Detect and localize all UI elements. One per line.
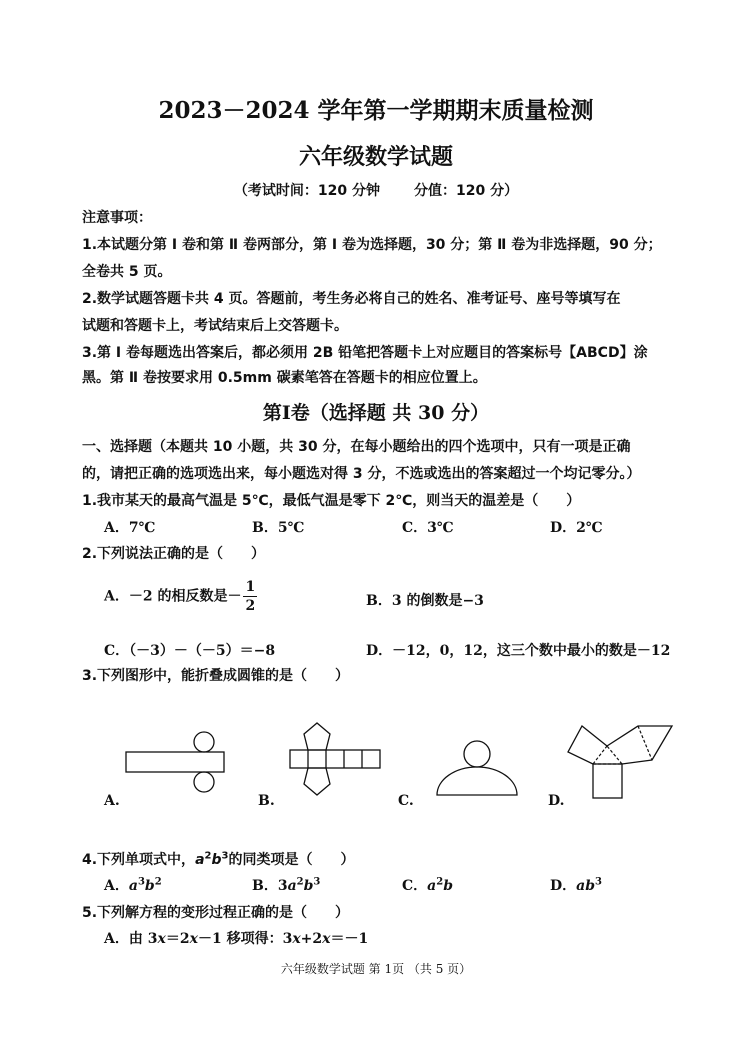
fraction-numerator: 1 [245, 579, 256, 595]
exp: 3 [595, 876, 602, 888]
question-5-stem: 5.下列解方程的变形过程正确的是（ ） [82, 905, 350, 921]
var: b [303, 878, 314, 894]
notice-heading: 注意事项： [82, 210, 152, 226]
q1-option-d: D．2℃ [550, 520, 603, 536]
exp: 2 [154, 876, 162, 888]
exam-title: 2023－2024 学年第一学期期末质量检测 [158, 97, 594, 124]
var: b [585, 878, 596, 894]
exam-subtitle: 六年级数学试题 [298, 144, 453, 170]
q3-option-c: C. [398, 793, 414, 809]
q4-option-b [252, 875, 320, 895]
figure-d-prism-net [560, 720, 680, 805]
question-4-stem [82, 849, 354, 869]
exp: 3 [221, 850, 229, 862]
option-label: D． [550, 878, 577, 894]
option-label: B．3 [252, 878, 288, 894]
var: a [576, 878, 586, 894]
var: x [322, 931, 331, 947]
q2-option-b: B．3 的倒数是−3 [366, 593, 484, 609]
q3-option-a: A. [104, 793, 120, 809]
notice-line: 1.本试题分第 Ⅰ 卷和第 Ⅱ 卷两部分，第 Ⅰ 卷为选择题，30 分；第 Ⅱ 卷为非选择题，90 分； [82, 237, 662, 253]
var: x [157, 931, 166, 947]
fraction [243, 578, 257, 615]
exam-info [0, 180, 752, 200]
section-intro: 的，请把正确的选项选出来，每小题选对得 3 分，不选或选出的答案超过一个均记零分。） [82, 466, 641, 482]
text: ＝2 [165, 931, 190, 947]
q1-option-c: C．3℃ [402, 520, 454, 536]
question-3-stem: 3.下列图形中，能折叠成圆锥的是（ ） [82, 668, 350, 684]
notice-line: 黑。第 Ⅱ 卷按要求用 0.5mm 碳素笔答在答题卡的相应位置上。 [82, 370, 487, 386]
q1-option-b: B．5℃ [252, 520, 305, 536]
figure-a-cylinder-net [120, 730, 230, 800]
section-title: 第Ⅰ卷（选择题 共 30 分） [262, 402, 490, 424]
var: x [292, 931, 301, 947]
figure-b-prism-net [285, 720, 385, 800]
q2-option-a [104, 578, 257, 615]
var: x [189, 931, 198, 947]
q4-stem-post: 的同类项是（ ） [228, 852, 355, 868]
question-2-stem: 2.下列说法正确的是（ ） [82, 546, 266, 562]
q4-stem-pre: 4.下列单项式中， [82, 852, 196, 868]
text: +2 [300, 931, 323, 947]
notice-line: 全卷共 5 页。 [82, 264, 172, 280]
var: b [211, 852, 222, 868]
section-intro: 一、选择题（本题共 10 小题，共 30 分，在每小题给出的四个选项中，只有一项是正确 [82, 439, 631, 455]
text: －1 移项得：3 [197, 931, 293, 947]
var: a [128, 878, 138, 894]
option-label: A． [104, 878, 129, 894]
fraction-denominator: 2 [245, 598, 256, 614]
var: b [443, 878, 453, 894]
exp: 2 [296, 876, 304, 888]
q5-option-a [104, 928, 368, 948]
exam-score: 分值：120 分） [414, 183, 519, 199]
q4-option-d [550, 875, 602, 895]
exp: 2 [436, 876, 444, 888]
q1-option-a: A．7℃ [104, 520, 156, 536]
var: a [287, 878, 297, 894]
var: a [427, 878, 437, 894]
q2-option-d: D．－12，0，12，这三个数中最小的数是－12 [366, 643, 671, 659]
question-1-stem: 1.我市某天的最高气温是 5℃，最低气温是零下 2℃，则当天的温差是（ ） [82, 493, 581, 509]
var: b [144, 878, 155, 894]
exp: 3 [313, 876, 321, 888]
exp: 2 [204, 850, 212, 862]
option-label: C． [402, 878, 428, 894]
page-footer: 六年级数学试题 第 1页 （共 5 页） [280, 962, 472, 976]
q3-option-d: D. [548, 793, 565, 809]
var: a [195, 852, 205, 868]
text: ＝－1 [330, 931, 369, 947]
text: A．由 3 [104, 931, 158, 947]
notice-line: 3.第 Ⅰ 卷每题选出答案后，都必须用 2B 铅笔把答题卡上对应题目的答案标号【ABCD】涂 [82, 345, 648, 361]
q4-option-a [104, 875, 162, 895]
q4-option-c [402, 875, 453, 895]
notice-line: 2.数学试题答题卡共 4 页。答题前，考生务必将自己的姓名、准考证号、座号等填写在 [82, 291, 621, 307]
q2-option-a-text: A．－2 的相反数是－ [104, 588, 242, 605]
q2-option-c: C．（－3）－（－5）＝−8 [104, 643, 276, 659]
figure-c-cone-net [432, 738, 522, 800]
exam-time: （考试时间：120 分钟 [233, 183, 380, 199]
notice-line: 试题和答题卡上，考试结束后上交答题卡。 [82, 318, 348, 334]
exp: 3 [137, 876, 145, 888]
q3-option-b: B. [258, 793, 275, 809]
